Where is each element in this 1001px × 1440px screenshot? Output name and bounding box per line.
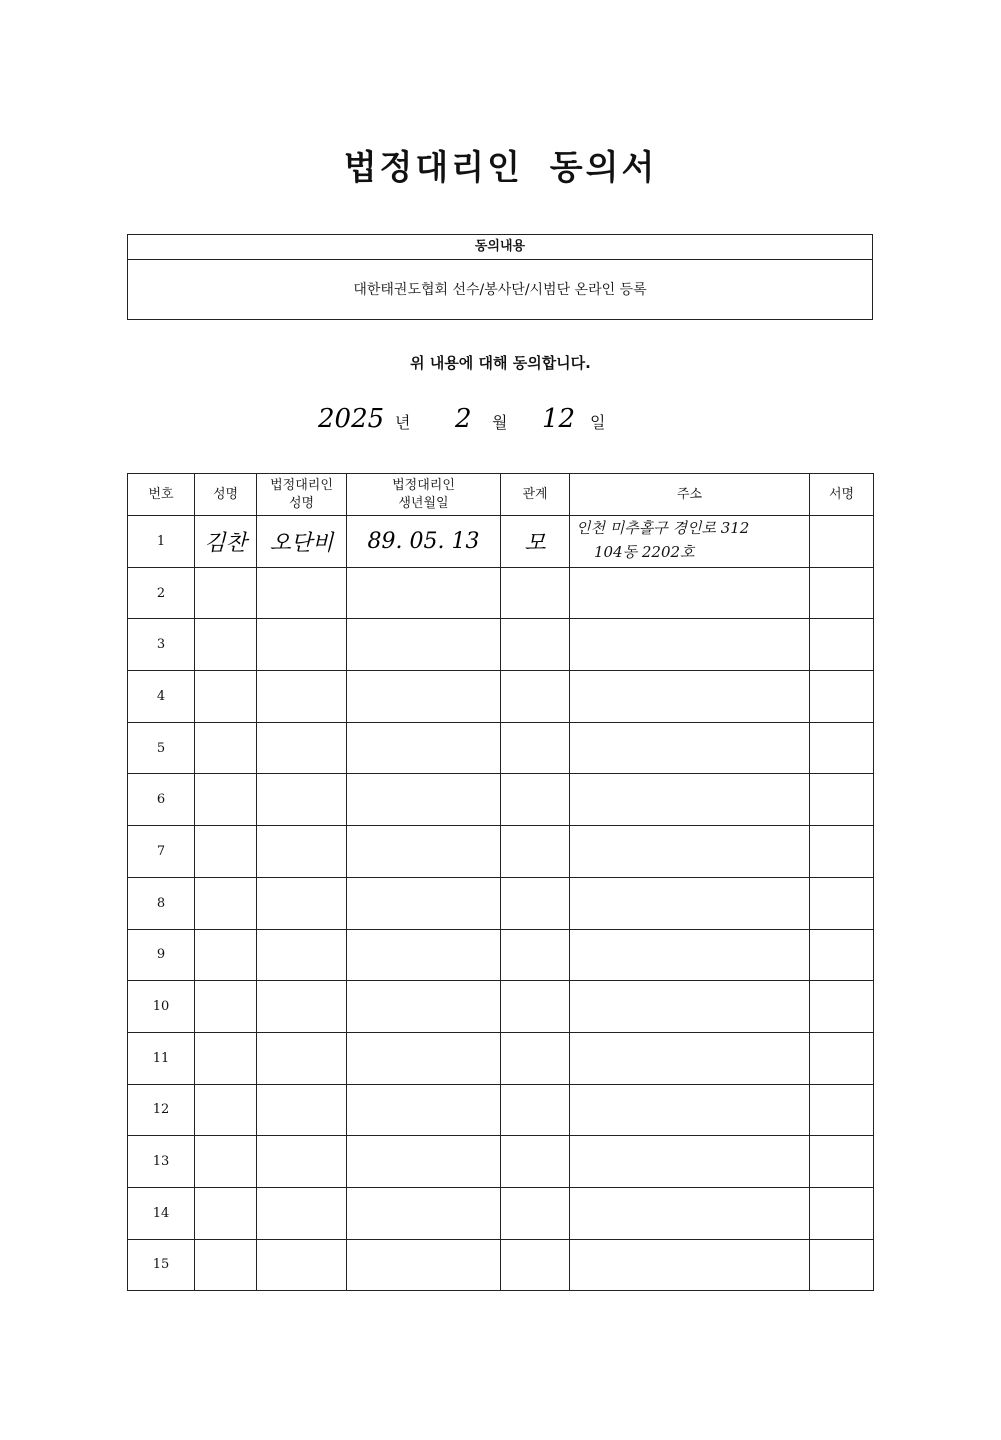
signature-cell xyxy=(810,671,874,723)
agreement-statement: 위 내용에 대해 동의합니다. xyxy=(410,354,591,372)
signature-cell xyxy=(810,826,874,878)
relation-cell xyxy=(501,1136,570,1188)
relation-cell xyxy=(501,1032,570,1084)
address-cell xyxy=(570,671,810,723)
table-row xyxy=(128,1136,874,1188)
row-number: 9 xyxy=(128,929,195,981)
guardian-name-cell xyxy=(257,1032,347,1084)
header-guardian-name-line1: 법정대리인 xyxy=(270,477,333,493)
guardian-name-cell xyxy=(257,929,347,981)
date-line xyxy=(0,396,1001,446)
date-year-label: 년 xyxy=(395,413,411,432)
guardian-consent-table xyxy=(127,473,874,1291)
guardian-name-cell xyxy=(257,877,347,929)
table-row xyxy=(128,619,874,671)
table-row xyxy=(128,516,874,568)
address-cell xyxy=(570,722,810,774)
relation-cell xyxy=(501,567,570,619)
address-cell xyxy=(570,619,810,671)
address-cell xyxy=(570,1084,810,1136)
relation-cell xyxy=(501,981,570,1033)
student-name-cell xyxy=(195,826,257,878)
row-number: 15 xyxy=(128,1239,195,1291)
student-name-cell xyxy=(195,877,257,929)
guardian-birth-cell xyxy=(347,981,501,1033)
guardian-birth-cell xyxy=(347,567,501,619)
row-number: 14 xyxy=(128,1187,195,1239)
guardian-name-cell xyxy=(257,826,347,878)
guardian-name-cell xyxy=(257,619,347,671)
address-cell xyxy=(570,1187,810,1239)
table-header-row xyxy=(128,474,874,516)
guardian-birth-cell xyxy=(347,722,501,774)
row-number: 12 xyxy=(128,1084,195,1136)
header-guardian-name xyxy=(257,474,347,516)
guardian-name-cell xyxy=(257,1084,347,1136)
header-relation: 관계 xyxy=(501,474,570,516)
guardian-name-cell xyxy=(257,774,347,826)
guardian-name-cell xyxy=(257,722,347,774)
guardian-name-cell xyxy=(257,1187,347,1239)
date-month-label: 월 xyxy=(492,413,508,432)
signature-cell xyxy=(810,877,874,929)
table-row xyxy=(128,567,874,619)
relation-cell xyxy=(501,722,570,774)
relation-cell xyxy=(501,929,570,981)
address-cell xyxy=(570,826,810,878)
date-day-label: 일 xyxy=(590,413,606,432)
table-body xyxy=(128,516,874,1291)
student-name-cell xyxy=(195,1239,257,1291)
date-month-handwritten: 2 xyxy=(455,404,472,434)
relation-cell xyxy=(501,1084,570,1136)
table-row xyxy=(128,774,874,826)
row-number: 6 xyxy=(128,774,195,826)
guardian-birth-cell xyxy=(347,1084,501,1136)
student-name-cell xyxy=(195,722,257,774)
guardian-birth-cell xyxy=(347,1032,501,1084)
student-name-cell xyxy=(195,671,257,723)
table-row xyxy=(128,1084,874,1136)
guardian-birth-cell xyxy=(347,1136,501,1188)
row-number: 8 xyxy=(128,877,195,929)
header-name: 성명 xyxy=(195,474,257,516)
guardian-name-cell xyxy=(257,516,347,568)
header-address: 주소 xyxy=(570,474,810,516)
student-name-cell xyxy=(195,1032,257,1084)
guardian-birth-cell xyxy=(347,929,501,981)
student-name-cell-text: 김찬 xyxy=(204,530,247,556)
address-cell xyxy=(570,929,810,981)
guardian-birth-cell-text: 89. 05. 13 xyxy=(367,528,480,554)
signature-cell xyxy=(810,1136,874,1188)
table-row xyxy=(128,1239,874,1291)
guardian-name-cell xyxy=(257,671,347,723)
row-number: 1 xyxy=(128,516,195,568)
header-guardian-birth xyxy=(347,474,501,516)
relation-cell xyxy=(501,671,570,723)
guardian-name-cell xyxy=(257,1136,347,1188)
address-line2: 104동 2202호 xyxy=(594,543,695,561)
student-name-cell xyxy=(195,516,257,568)
signature-cell xyxy=(810,929,874,981)
row-number: 2 xyxy=(128,567,195,619)
signature-cell xyxy=(810,1187,874,1239)
table-row xyxy=(128,1032,874,1084)
address-line1: 인천 미추홀구 경인로 312 xyxy=(576,519,750,537)
signature-cell xyxy=(810,619,874,671)
relation-cell xyxy=(501,1187,570,1239)
guardian-birth-cell xyxy=(347,1187,501,1239)
guardian-birth-cell xyxy=(347,877,501,929)
relation-cell xyxy=(501,877,570,929)
date-day-handwritten: 12 xyxy=(542,404,576,434)
header-number: 번호 xyxy=(128,474,195,516)
relation-cell xyxy=(501,1239,570,1291)
guardian-name-cell xyxy=(257,981,347,1033)
row-number: 13 xyxy=(128,1136,195,1188)
relation-cell xyxy=(501,619,570,671)
row-number: 11 xyxy=(128,1032,195,1084)
guardian-birth-cell xyxy=(347,619,501,671)
address-cell xyxy=(570,877,810,929)
row-number: 5 xyxy=(128,722,195,774)
table-row xyxy=(128,671,874,723)
consent-content-box xyxy=(127,234,873,320)
table-row xyxy=(128,1187,874,1239)
relation-cell xyxy=(501,826,570,878)
signature-cell xyxy=(810,722,874,774)
guardian-name-cell-text: 오단비 xyxy=(269,530,334,556)
header-guardian-name-line2: 성명 xyxy=(288,495,315,511)
address-cell xyxy=(570,1032,810,1084)
row-number: 7 xyxy=(128,826,195,878)
address-cell xyxy=(570,774,810,826)
row-number: 10 xyxy=(128,981,195,1033)
table-row xyxy=(128,826,874,878)
signature-cell xyxy=(810,1084,874,1136)
table-row xyxy=(128,981,874,1033)
header-signature: 서명 xyxy=(810,474,874,516)
address-cell xyxy=(570,1136,810,1188)
relation-cell xyxy=(501,516,570,568)
table-row xyxy=(128,877,874,929)
table-row xyxy=(128,929,874,981)
guardian-name-cell xyxy=(257,567,347,619)
table-row xyxy=(128,722,874,774)
signature-cell xyxy=(810,567,874,619)
signature-cell xyxy=(810,981,874,1033)
consent-body: 대한태권도협회 선수/봉사단/시범단 온라인 등록 xyxy=(353,282,647,298)
guardian-birth-cell xyxy=(347,1239,501,1291)
student-name-cell xyxy=(195,567,257,619)
signature-cell xyxy=(810,1032,874,1084)
student-name-cell xyxy=(195,1187,257,1239)
student-name-cell xyxy=(195,1084,257,1136)
address-text xyxy=(576,516,749,564)
document-title: 법정대리인 동의서 xyxy=(343,148,658,188)
address-cell xyxy=(570,567,810,619)
student-name-cell xyxy=(195,1136,257,1188)
address-cell xyxy=(570,981,810,1033)
row-number: 3 xyxy=(128,619,195,671)
student-name-cell xyxy=(195,619,257,671)
guardian-birth-cell xyxy=(347,671,501,723)
header-guardian-birth-line1: 법정대리인 xyxy=(392,477,455,493)
header-guardian-birth-line2: 생년월일 xyxy=(398,495,449,511)
student-name-cell xyxy=(195,774,257,826)
student-name-cell xyxy=(195,929,257,981)
relation-cell xyxy=(501,774,570,826)
consent-header: 동의내용 xyxy=(128,235,872,260)
student-name-cell xyxy=(195,981,257,1033)
signature-cell xyxy=(810,516,874,568)
date-year-handwritten: 2025 xyxy=(318,404,385,434)
row-number: 4 xyxy=(128,671,195,723)
address-cell xyxy=(570,1239,810,1291)
guardian-name-cell xyxy=(257,1239,347,1291)
signature-cell xyxy=(810,1239,874,1291)
guardian-birth-cell xyxy=(347,516,501,568)
relation-cell-text: 모 xyxy=(524,530,546,556)
guardian-birth-cell xyxy=(347,774,501,826)
address-cell xyxy=(570,516,810,568)
signature-cell xyxy=(810,774,874,826)
guardian-birth-cell xyxy=(347,826,501,878)
